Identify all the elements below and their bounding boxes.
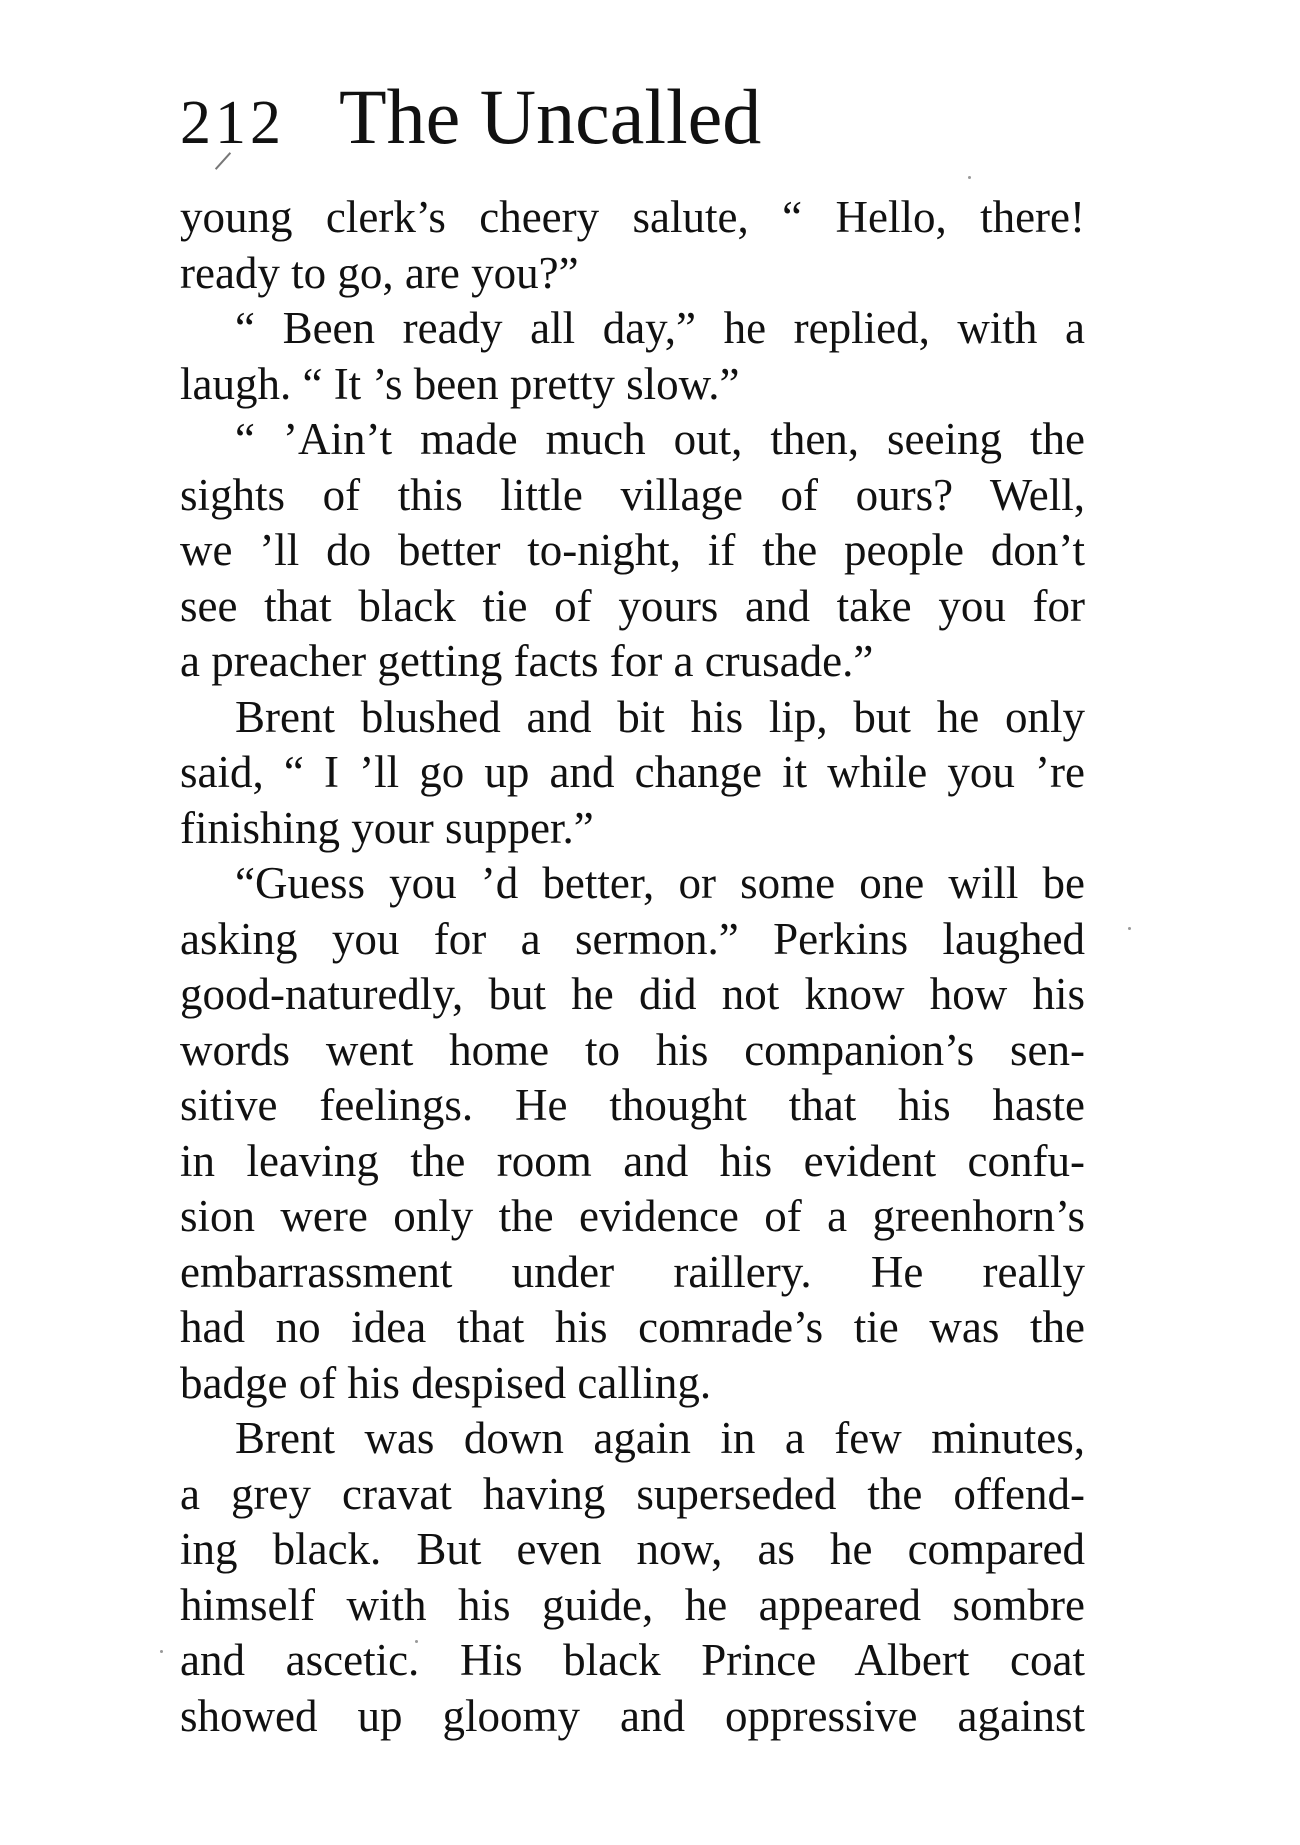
text-line: ready to go, are you?” (180, 247, 579, 298)
text-line: asking you for a sermon.” Perkins laughed (180, 913, 1085, 964)
text-line: in leaving the room and his evident confu- (180, 1135, 1085, 1186)
text-line: “ Been ready all day,” he replied, with a (235, 303, 1085, 353)
speck-mark (160, 1650, 163, 1653)
text-line: see that black tie of yours and take you for (180, 580, 1085, 631)
text-line: sion were only the evidence of a greenhorn’s (180, 1191, 1085, 1241)
text-line: sitive feelings. He thought that his haste (180, 1080, 1085, 1130)
page-header (180, 72, 761, 162)
text-line: finishing your supper.” (180, 802, 594, 853)
text-line: Brent was down again in a few minutes, (235, 1413, 1085, 1463)
text-line: words went home to his companion’s sen- (180, 1024, 1085, 1075)
text-line: we ’ll do better to-night, if the people don’t (180, 525, 1085, 575)
text-line: “ ’Ain’t made much out, then, seeing the (235, 414, 1085, 464)
text-line: and ascetic. His black Prince Albert coat (180, 1635, 1085, 1685)
text-line: badge of his despised calling. (180, 1357, 712, 1408)
text-line: laugh. “ It ’s been pretty slow.” (180, 358, 740, 409)
text-line: “Guess you ’d better, or some one will be (235, 858, 1085, 908)
text-line: had no idea that his comrade’s tie was the (180, 1302, 1085, 1352)
body-text (180, 190, 1085, 1744)
text-line: good-naturedly, but he did not know how his (180, 969, 1085, 1019)
speck-mark (1128, 927, 1131, 930)
running-title: The Uncalled (339, 73, 762, 160)
text-line: embarrassment under raillery. He really (180, 1246, 1085, 1297)
speck-mark (968, 176, 971, 179)
text-line: Brent blushed and bit his lip, but he only (235, 691, 1085, 742)
text-line: sights of this little village of ours? Well, (180, 469, 1085, 520)
text-line: showed up gloomy and oppressive against (180, 1690, 1085, 1741)
text-line: ing black. But even now, as he compared (180, 1524, 1085, 1574)
text-line: a preacher getting facts for a crusade.” (180, 636, 874, 686)
text-line: said, “ I ’ll go up and change it while you ’re (180, 747, 1085, 797)
text-line: a grey cravat having superseded the offend- (180, 1468, 1085, 1519)
text-line: himself with his guide, he appeared sombre (180, 1579, 1085, 1630)
text-line: young clerk’s cheery salute, “ Hello, there! (180, 192, 1085, 242)
page-number: 212 (180, 89, 285, 157)
